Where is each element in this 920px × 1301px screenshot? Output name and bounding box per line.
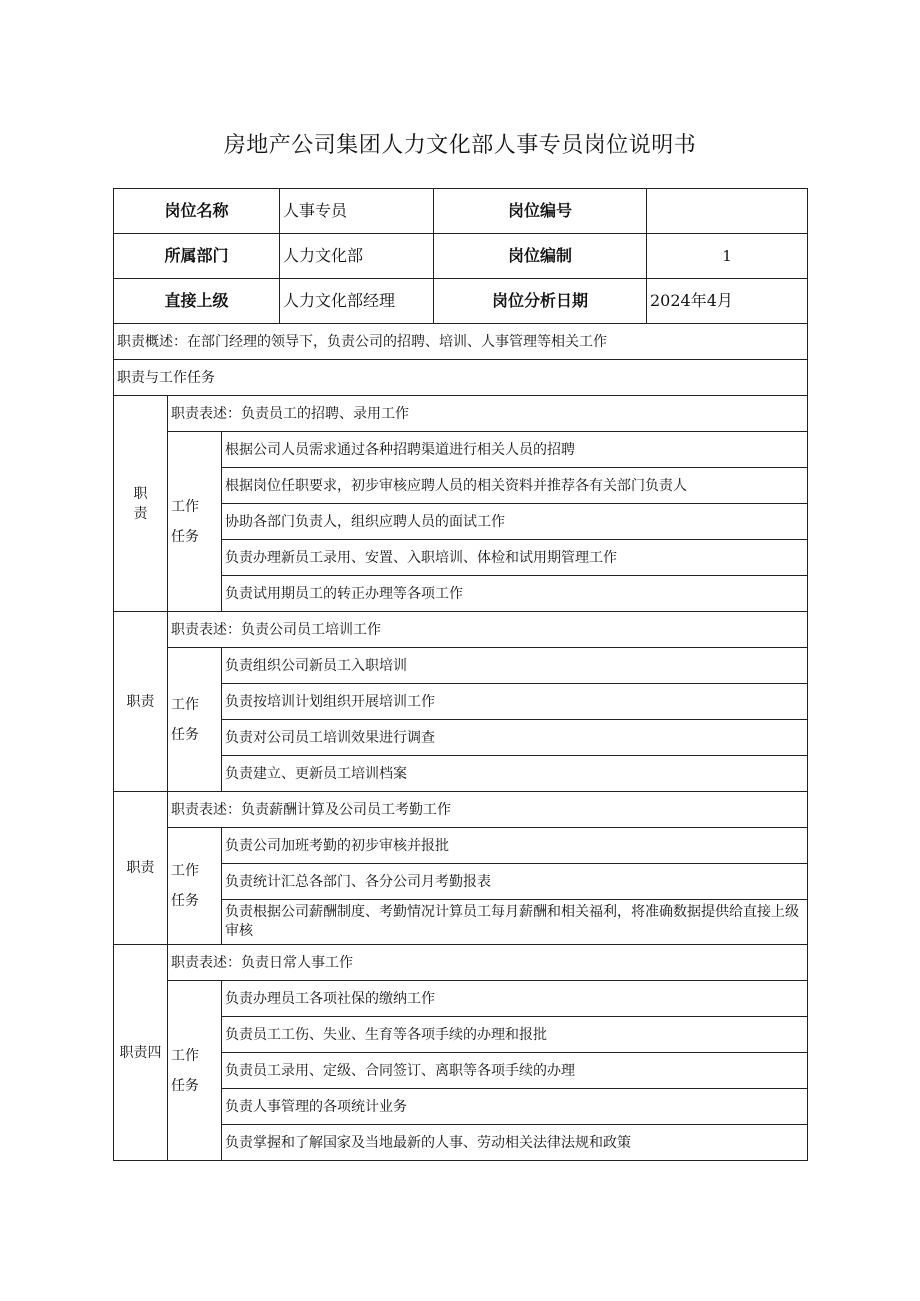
duty-label: 职责 bbox=[114, 792, 168, 945]
duty-statement-row bbox=[114, 612, 808, 648]
task-row bbox=[114, 432, 808, 468]
task-row bbox=[114, 981, 808, 1017]
task-group-label bbox=[168, 981, 222, 1161]
task-group-label bbox=[168, 432, 222, 612]
duty-statement-row bbox=[114, 396, 808, 432]
position-no-label: 岗位编号 bbox=[434, 189, 647, 234]
task-text: 负责对公司员工培训效果进行调查 bbox=[222, 720, 808, 756]
task-text: 负责按培训计划组织开展培训工作 bbox=[222, 684, 808, 720]
section-title-row bbox=[114, 360, 808, 396]
task-text: 协助各部门负责人，组织应聘人员的面试工作 bbox=[222, 504, 808, 540]
position-name-value: 人事专员 bbox=[280, 189, 434, 234]
header-row-2 bbox=[114, 234, 808, 279]
document-title: 房地产公司集团人力文化部人事专员岗位说明书 bbox=[223, 133, 697, 158]
overview-row bbox=[114, 324, 808, 360]
supervisor-value: 人力文化部经理 bbox=[280, 279, 434, 324]
task-text: 根据岗位任职要求，初步审核应聘人员的相关资料并推荐各有关部门负责人 bbox=[222, 468, 808, 504]
analysis-date-value: 2024年4月 bbox=[647, 279, 808, 324]
job-description-table bbox=[113, 188, 808, 1161]
task-group-label bbox=[168, 828, 222, 945]
headcount-label: 岗位编制 bbox=[434, 234, 647, 279]
duty-statement-row bbox=[114, 792, 808, 828]
duty-label: 职 责 bbox=[114, 396, 168, 612]
section-title: 职责与工作任务 bbox=[114, 360, 808, 396]
duties-body bbox=[114, 396, 808, 1161]
department-value: 人力文化部 bbox=[280, 234, 434, 279]
duty-statement: 职责表述：负责日常人事工作 bbox=[168, 945, 808, 981]
duty-statement: 职责表述：负责薪酬计算及公司员工考勤工作 bbox=[168, 792, 808, 828]
task-group-label bbox=[168, 648, 222, 792]
task-text: 负责办理员工各项社保的缴纳工作 bbox=[222, 981, 808, 1017]
task-text: 负责建立、更新员工培训档案 bbox=[222, 756, 808, 792]
task-label-line-1: 工作 bbox=[171, 863, 199, 879]
task-label-line-2: 任务 bbox=[171, 726, 199, 743]
task-text: 负责人事管理的各项统计业务 bbox=[222, 1089, 808, 1125]
task-text: 负责办理新员工录用、安置、入职培训、体检和试用期管理工作 bbox=[222, 540, 808, 576]
headcount-value: 1 bbox=[647, 234, 808, 279]
task-label-line-2: 任务 bbox=[171, 528, 199, 545]
task-text: 负责员工录用、定级、合同签订、离职等各项手续的办理 bbox=[222, 1053, 808, 1089]
task-label-line-2: 任务 bbox=[171, 1077, 199, 1094]
task-label-line-1: 工作 bbox=[171, 1047, 199, 1064]
task-row bbox=[114, 648, 808, 684]
task-row bbox=[114, 828, 808, 864]
duty-statement: 职责表述：负责公司员工培训工作 bbox=[168, 612, 808, 648]
header-row-1 bbox=[114, 189, 808, 234]
duty-label: 职责 bbox=[114, 612, 168, 792]
task-text: 根据公司人员需求通过各种招聘渠道进行相关人员的招聘 bbox=[222, 432, 808, 468]
task-text: 负责员工工伤、失业、生育等各项手续的办理和报批 bbox=[222, 1017, 808, 1053]
analysis-date-label: 岗位分析日期 bbox=[434, 279, 647, 324]
task-label-line-1: 工作 bbox=[171, 696, 199, 713]
duty-statement-row bbox=[114, 945, 808, 981]
duty-statement: 职责表述：负责员工的招聘、录用工作 bbox=[168, 396, 808, 432]
department-label: 所属部门 bbox=[114, 234, 280, 279]
position-name-label: 岗位名称 bbox=[114, 189, 280, 234]
supervisor-label: 直接上级 bbox=[114, 279, 280, 324]
task-label-line-1: 工作 bbox=[171, 498, 199, 515]
task-text: 负责掌握和了解国家及当地最新的人事、劳动相关法律法规和政策 bbox=[222, 1125, 808, 1161]
task-text: 负责公司加班考勤的初步审核并报批 bbox=[222, 828, 808, 864]
position-no-value bbox=[647, 189, 808, 234]
task-text: 负责组织公司新员工入职培训 bbox=[222, 648, 808, 684]
task-label-line-2: 任务 bbox=[171, 893, 199, 909]
task-text: 负责根据公司薪酬制度、考勤情况计算员工每月薪酬和相关福利，将准确数据提供给直接上级审核 bbox=[222, 900, 808, 945]
task-text: 负责统计汇总各部门、各分公司月考勤报表 bbox=[222, 864, 808, 900]
overview-text: 职责概述：在部门经理的领导下，负责公司的招聘、培训、人事管理等相关工作 bbox=[114, 324, 808, 360]
header-row-3 bbox=[114, 279, 808, 324]
duty-label: 职责四 bbox=[114, 945, 168, 1161]
task-text: 负责试用期员工的转正办理等各项工作 bbox=[222, 576, 808, 612]
